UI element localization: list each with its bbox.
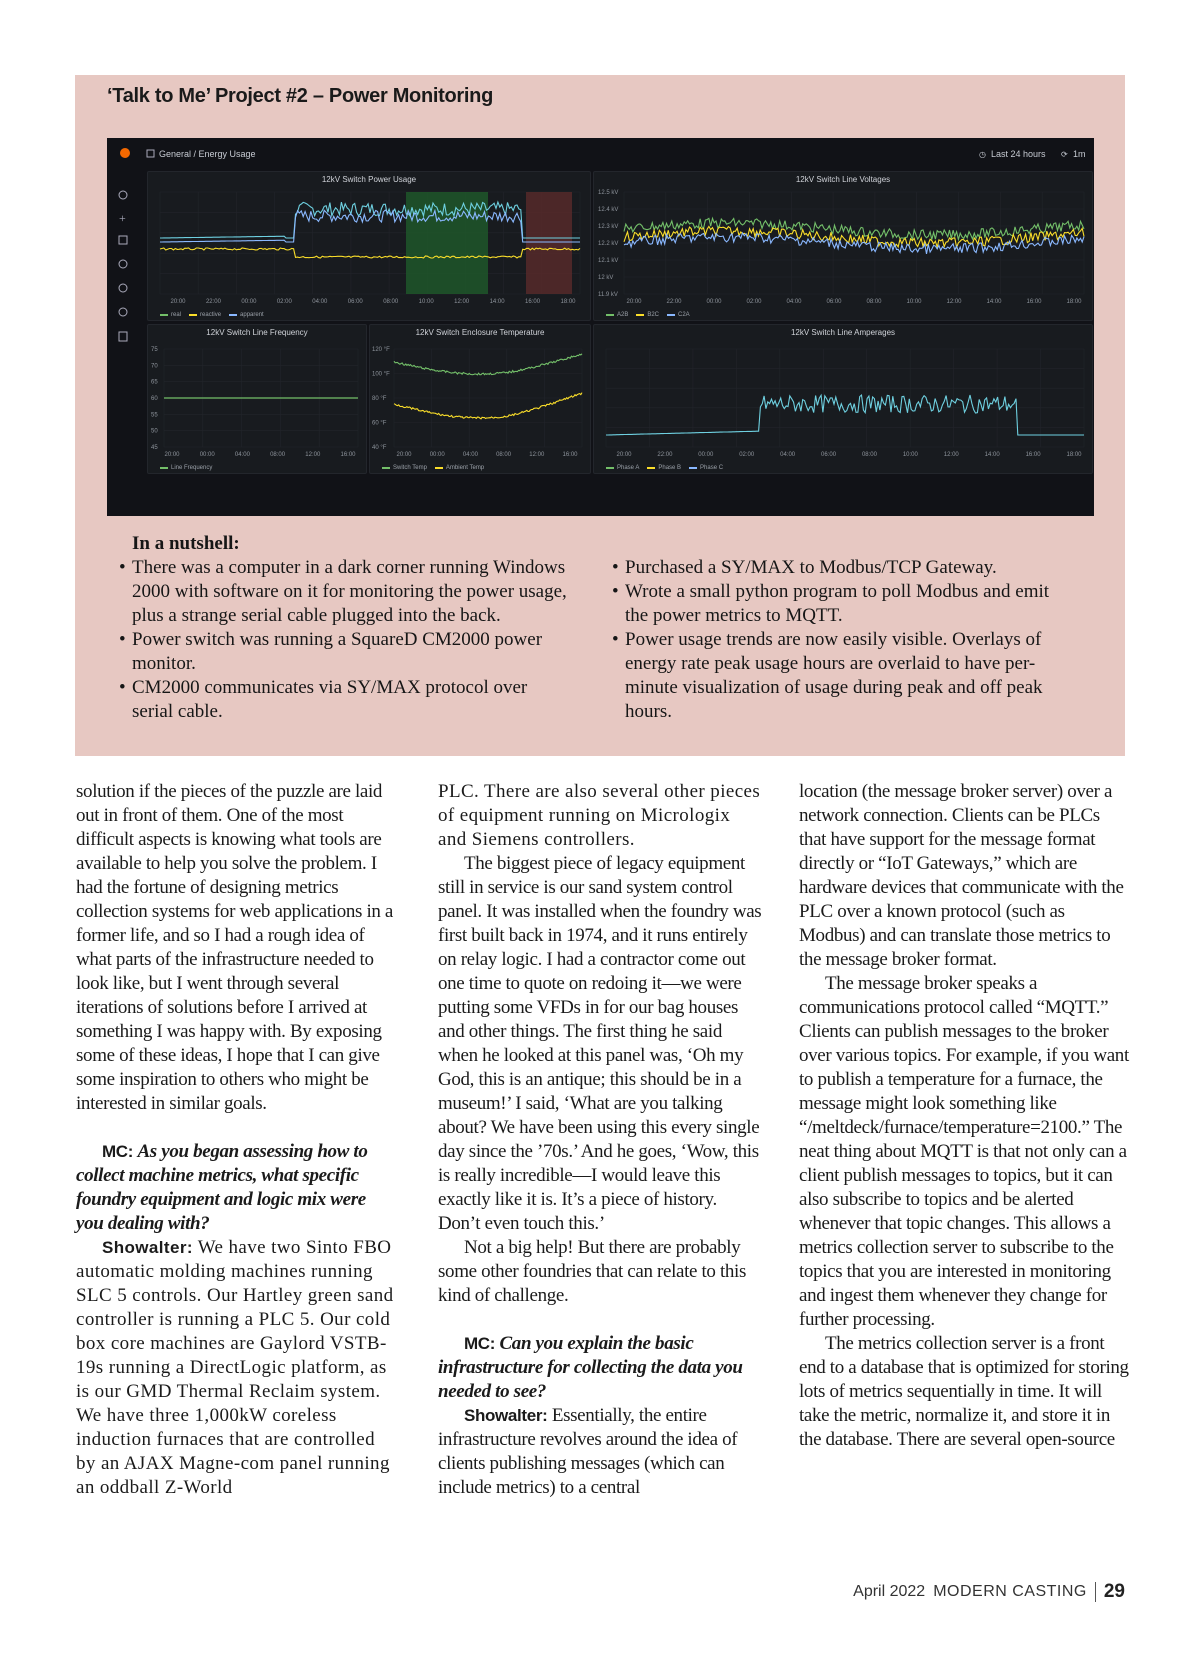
x-tick-label: 04:00 — [462, 452, 478, 458]
dashboard-breadcrumb[interactable]: General / Energy Usage — [159, 149, 256, 159]
nutshell-bullet: • Purchased a SY/MAX to Modbus/TCP Gateway. — [612, 556, 1072, 580]
speaker-label: Showalter: — [464, 1406, 548, 1425]
x-tick-label: 16:00 — [340, 452, 356, 458]
panel-title: 12kV Switch Line Amperages — [790, 328, 896, 337]
y-tick-label: 50 — [151, 428, 158, 435]
y-tick-label: 12.3 kV — [598, 224, 619, 230]
x-tick-label: 22:00 — [666, 299, 682, 305]
clock-icon: ◷ — [979, 150, 986, 159]
article-paragraph: The metrics collection server is a front end to a database that is optimized for storing lots of metrics sequentially in time. It will take the metric, normalize it, and store it in the database. There are several open-source — [799, 1333, 1129, 1450]
legend-item: A2B — [606, 312, 628, 318]
x-tick-label: 12:00 — [946, 299, 962, 305]
x-tick-label: 02:00 — [739, 452, 755, 458]
x-tick-label: 20:00 — [626, 299, 642, 305]
legend-item: Switch Temp — [382, 465, 427, 471]
ambient-temp-series — [394, 393, 582, 419]
nutshell-bullet: • Power usage trends are now easily visible. Overlays of energy rate peak usage hours are overlaid to have per-minute visualization of usage during peak and off peak hours. — [612, 628, 1072, 724]
time-range-picker[interactable]: Last 24 hours — [991, 149, 1046, 159]
x-tick-label: 00:00 — [241, 299, 257, 305]
sidebar-title: ‘Talk to Me’ Project #2 – Power Monitoring — [107, 85, 493, 107]
x-tick-label: 00:00 — [429, 452, 445, 458]
temperature-plot — [370, 325, 590, 473]
answer-text: Essentially, the entire infrastructure revolves around the idea of clients publishing messages (which can include metrics) to a central — [438, 1405, 738, 1498]
x-tick-label: 10:00 — [906, 299, 922, 305]
x-tick-label: 18:00 — [560, 299, 576, 305]
article-paragraph: The message broker speaks a communications protocol called “MQTT.” Clients can publish messages to the broker over various topics. For example, if you want to publish a temperature for a furnace, the message might look something like “/meltdeck/furnace/temperature=2100.” The neat thing about MQTT is that not only can a client publish messages to topics, but it can also subscribe to topics and be alerted whenever that topic changes. This allows a metrics collection server to subscribe to the topics that you are interested in monitoring and ingest them whenever they change for further processing. — [799, 973, 1129, 1330]
panel-line-amperages — [593, 324, 1093, 474]
nutshell-heading: In a nutshell: — [132, 533, 240, 554]
x-tick-label: 08:00 — [866, 299, 882, 305]
x-tick-label: 16:00 — [525, 299, 541, 305]
page-number: 29 — [1103, 1581, 1125, 1602]
amperages-legend — [606, 465, 723, 471]
x-tick-label: 08:00 — [270, 452, 286, 458]
nutshell-bullet: • Wrote a small python program to poll Modbus and emit the power metrics to MQTT. — [612, 580, 1072, 628]
issue-date: April 2022 — [853, 1583, 926, 1600]
speaker-label: Showalter: — [102, 1238, 193, 1257]
y-tick-label: 12.2 kV — [598, 241, 619, 247]
x-tick-label: 14:00 — [986, 299, 1002, 305]
panel-enclosure-temperature — [369, 324, 591, 474]
dashboard-grid-icon — [147, 150, 154, 157]
phase-a-series — [606, 395, 1084, 435]
legend-item: Ambient Temp — [435, 465, 484, 471]
legend-item: Phase B — [647, 465, 681, 471]
article-paragraph: location (the message broker server) over a network connection. Clients can be PLCs that have support for the message format directly or “IoT Gateways,” which are hardware devices that communicate with the PLC over a known protocol (such as Modbus) and can translate those metrics to the message broker format. — [799, 781, 1124, 970]
frequency-legend — [160, 465, 212, 471]
sidebar-box — [75, 75, 1125, 756]
x-tick-label: 12:00 — [305, 452, 321, 458]
interview-answer — [438, 1404, 763, 1500]
x-tick-label: 22:00 — [657, 452, 673, 458]
y-tick-label: 40 °F — [372, 445, 387, 451]
x-tick-label: 08:00 — [496, 452, 512, 458]
x-tick-label: 04:00 — [786, 299, 802, 305]
nutshell-summary — [132, 532, 1112, 722]
power-legend — [160, 312, 264, 318]
legend-item: Phase C — [689, 465, 723, 471]
shield-icon — [119, 332, 127, 341]
x-tick-label: 16:00 — [1025, 452, 1041, 458]
x-tick-label: 04:00 — [234, 452, 250, 458]
x-tick-label: 18:00 — [1066, 299, 1082, 305]
y-tick-label: 60 — [151, 396, 158, 402]
y-tick-label: 75 — [151, 347, 158, 353]
nutshell-right-column — [612, 556, 1072, 724]
article-paragraph: Not a big help! But there are probably some other foundries that can relate to this kind of challenge. — [438, 1237, 747, 1306]
x-tick-label: 00:00 — [698, 452, 714, 458]
x-tick-label: 08:00 — [861, 452, 877, 458]
legend-item: Phase A — [606, 465, 639, 471]
search-icon — [119, 191, 127, 199]
legend-item: reactive — [189, 312, 221, 318]
nutshell-bullet: • Power switch was running a SquareD CM2000 power monitor. — [119, 628, 569, 676]
y-tick-label: 12 kV — [598, 275, 614, 281]
panel-title: 12kV Switch Power Usage — [321, 175, 417, 184]
x-tick-label: 08:00 — [383, 299, 399, 305]
panel-line-frequency — [147, 324, 367, 474]
x-tick-label: 12:00 — [454, 299, 470, 305]
x-tick-label: 12:00 — [529, 452, 545, 458]
x-tick-label: 02:00 — [276, 299, 292, 305]
y-tick-label: 45 — [151, 445, 158, 451]
switch-temp-series — [394, 354, 582, 375]
article-column-1 — [76, 780, 396, 1500]
legend-item: apparent — [229, 312, 264, 318]
x-tick-label: 06:00 — [347, 299, 363, 305]
panel-line-voltages — [593, 171, 1093, 321]
x-tick-label: 04:00 — [780, 452, 796, 458]
nutshell-bullet: • There was a computer in a dark corner running Windows 2000 with software on it for monitoring the power usage, plus a strange serial cable plugged into the back. — [119, 556, 569, 628]
speaker-label: MC: — [464, 1334, 496, 1353]
y-tick-label: 55 — [151, 412, 158, 419]
x-tick-label: 04:00 — [312, 299, 328, 305]
page-footer — [853, 1581, 1125, 1603]
x-tick-label: 10:00 — [418, 299, 434, 305]
config-gear-icon — [119, 308, 127, 316]
y-tick-label: 12.4 kV — [598, 207, 619, 213]
y-tick-label: 60 °F — [372, 420, 387, 427]
y-tick-label: 12.5 kV — [598, 190, 619, 196]
nutshell-bullet: • CM2000 communicates via SY/MAX protocol over serial cable. — [119, 676, 569, 724]
article-column-2 — [438, 780, 763, 1500]
panel-title: 12kV Switch Line Frequency — [206, 328, 308, 337]
dashboard-topbar — [107, 138, 1094, 170]
panel-title: 12kV Switch Line Voltages — [795, 175, 891, 184]
y-tick-label: 80 °F — [372, 396, 387, 402]
temperature-legend — [382, 465, 484, 471]
grafana-logo-icon — [120, 148, 130, 158]
side-nav-icons — [107, 170, 143, 370]
legend-item: C2A — [667, 312, 690, 318]
grafana-dashboard-screenshot — [107, 138, 1094, 516]
legend-item: real — [160, 312, 181, 318]
interview-question — [438, 1332, 763, 1404]
x-tick-label: 20:00 — [170, 299, 186, 305]
x-tick-label: 14:00 — [984, 452, 1000, 458]
panel-title: 12kV Switch Enclosure Temperature — [415, 328, 545, 337]
x-tick-label: 14:00 — [489, 299, 505, 305]
amperages-plot — [594, 325, 1092, 473]
question-text: As you began assessing how to collect machine metrics, what specific foundry equipment and logic mix were you dealing with? — [76, 1141, 368, 1234]
x-tick-label: 10:00 — [902, 452, 918, 458]
x-tick-label: 06:00 — [826, 299, 842, 305]
x-tick-label: 20:00 — [396, 452, 412, 458]
voltages-plot — [594, 172, 1092, 320]
legend-item: B2C — [636, 312, 659, 318]
x-tick-label: 18:00 — [1066, 452, 1082, 458]
x-tick-label: 20:00 — [164, 452, 180, 458]
y-tick-label: 11.9 kV — [598, 292, 618, 298]
x-tick-label: 02:00 — [746, 299, 762, 305]
refresh-icon: ⟳ — [1061, 150, 1068, 159]
x-tick-label: 16:00 — [1026, 299, 1042, 305]
y-tick-label: 65 — [151, 379, 158, 386]
x-tick-label: 16:00 — [562, 452, 578, 458]
interview-question — [76, 1140, 396, 1236]
question-text: Can you explain the basic infrastructure for collecting the data you needed to see? — [438, 1333, 743, 1402]
x-tick-label: 06:00 — [821, 452, 837, 458]
x-tick-label: 00:00 — [706, 299, 722, 305]
refresh-interval[interactable]: 1m — [1073, 149, 1086, 159]
c2a-series — [624, 233, 1084, 254]
article-column-3 — [799, 780, 1129, 1452]
x-tick-label: 12:00 — [943, 452, 959, 458]
power-usage-plot — [148, 172, 590, 320]
article-paragraph: The biggest piece of legacy equipment still in service is our sand system control panel. It was installed when the foundry was first built back in 1974, and it runs entirely on relay logic. I had a contractor come out one time to quote on redoing it—we were putting some VFDs in for our bag houses and other things. The first thing he said when he looked at this panel was, ‘Oh my God, this is an antique; this should be in a museum!’ I said, ‘What are you talking about? We have been using this every single day since the ’70s.’ And he goes, ‘Wow, this is really incredible—I would leave this exactly like it is. It’s a piece of history. Don’t even touch this.’ — [438, 853, 762, 1234]
article-paragraph: solution if the pieces of the puzzle are laid out in front of them. One of the most difficult aspects is knowing what tools are available to help you solve the problem. I had the fortune of designing metrics collection systems for web applications in a former life, and so I had a rough idea of what parts of the infrastructure needed to look like, but I went through several iterations of solutions before I arrived at something I was happy with. By exposing some of these ideas, I hope that I can give some inspiration to others who might be interested in similar goals. — [76, 781, 394, 1114]
x-tick-label: 22:00 — [205, 299, 221, 305]
x-tick-label: 00:00 — [199, 452, 215, 458]
dashboard-side-nav — [107, 170, 143, 516]
article-paragraph: PLC. There are also several other pieces of equipment running on Micrologix and Siemens controllers. — [438, 781, 761, 850]
footer-divider — [1095, 1582, 1096, 1602]
x-tick-label: 20:00 — [616, 452, 632, 458]
nutshell-left-column — [119, 556, 569, 724]
frequency-plot — [148, 325, 366, 473]
magazine-name: MODERN CASTING — [933, 1583, 1087, 1600]
dashboards-icon — [119, 236, 127, 244]
panel-power-usage — [147, 171, 591, 321]
plus-icon: + — [119, 211, 126, 225]
peak-overlay — [526, 192, 572, 294]
y-tick-label: 12.1 kV — [598, 258, 619, 264]
y-tick-label: 120 °F — [372, 347, 390, 353]
interview-answer — [76, 1236, 396, 1500]
y-tick-label: 70 — [151, 363, 158, 370]
speaker-label: MC: — [102, 1142, 134, 1161]
answer-text: We have two Sinto FBO automatic molding machines running SLC 5 controls. Our Hartley green sand controller is running a PLC 5. Our cold box core machines are Gaylord VSTB-19s running a DirectLogic platform, as is our GMD Thermal Reclaim system. We have three 1,000kW coreless induction furnaces that are controlled by an AJAX Magne-com panel running an oddball Z-World — [76, 1237, 394, 1498]
y-tick-label: 100 °F — [372, 371, 390, 378]
alert-icon — [119, 284, 127, 292]
explore-icon — [119, 260, 127, 268]
legend-item: Line Frequency — [160, 465, 212, 471]
voltages-legend — [606, 312, 690, 318]
